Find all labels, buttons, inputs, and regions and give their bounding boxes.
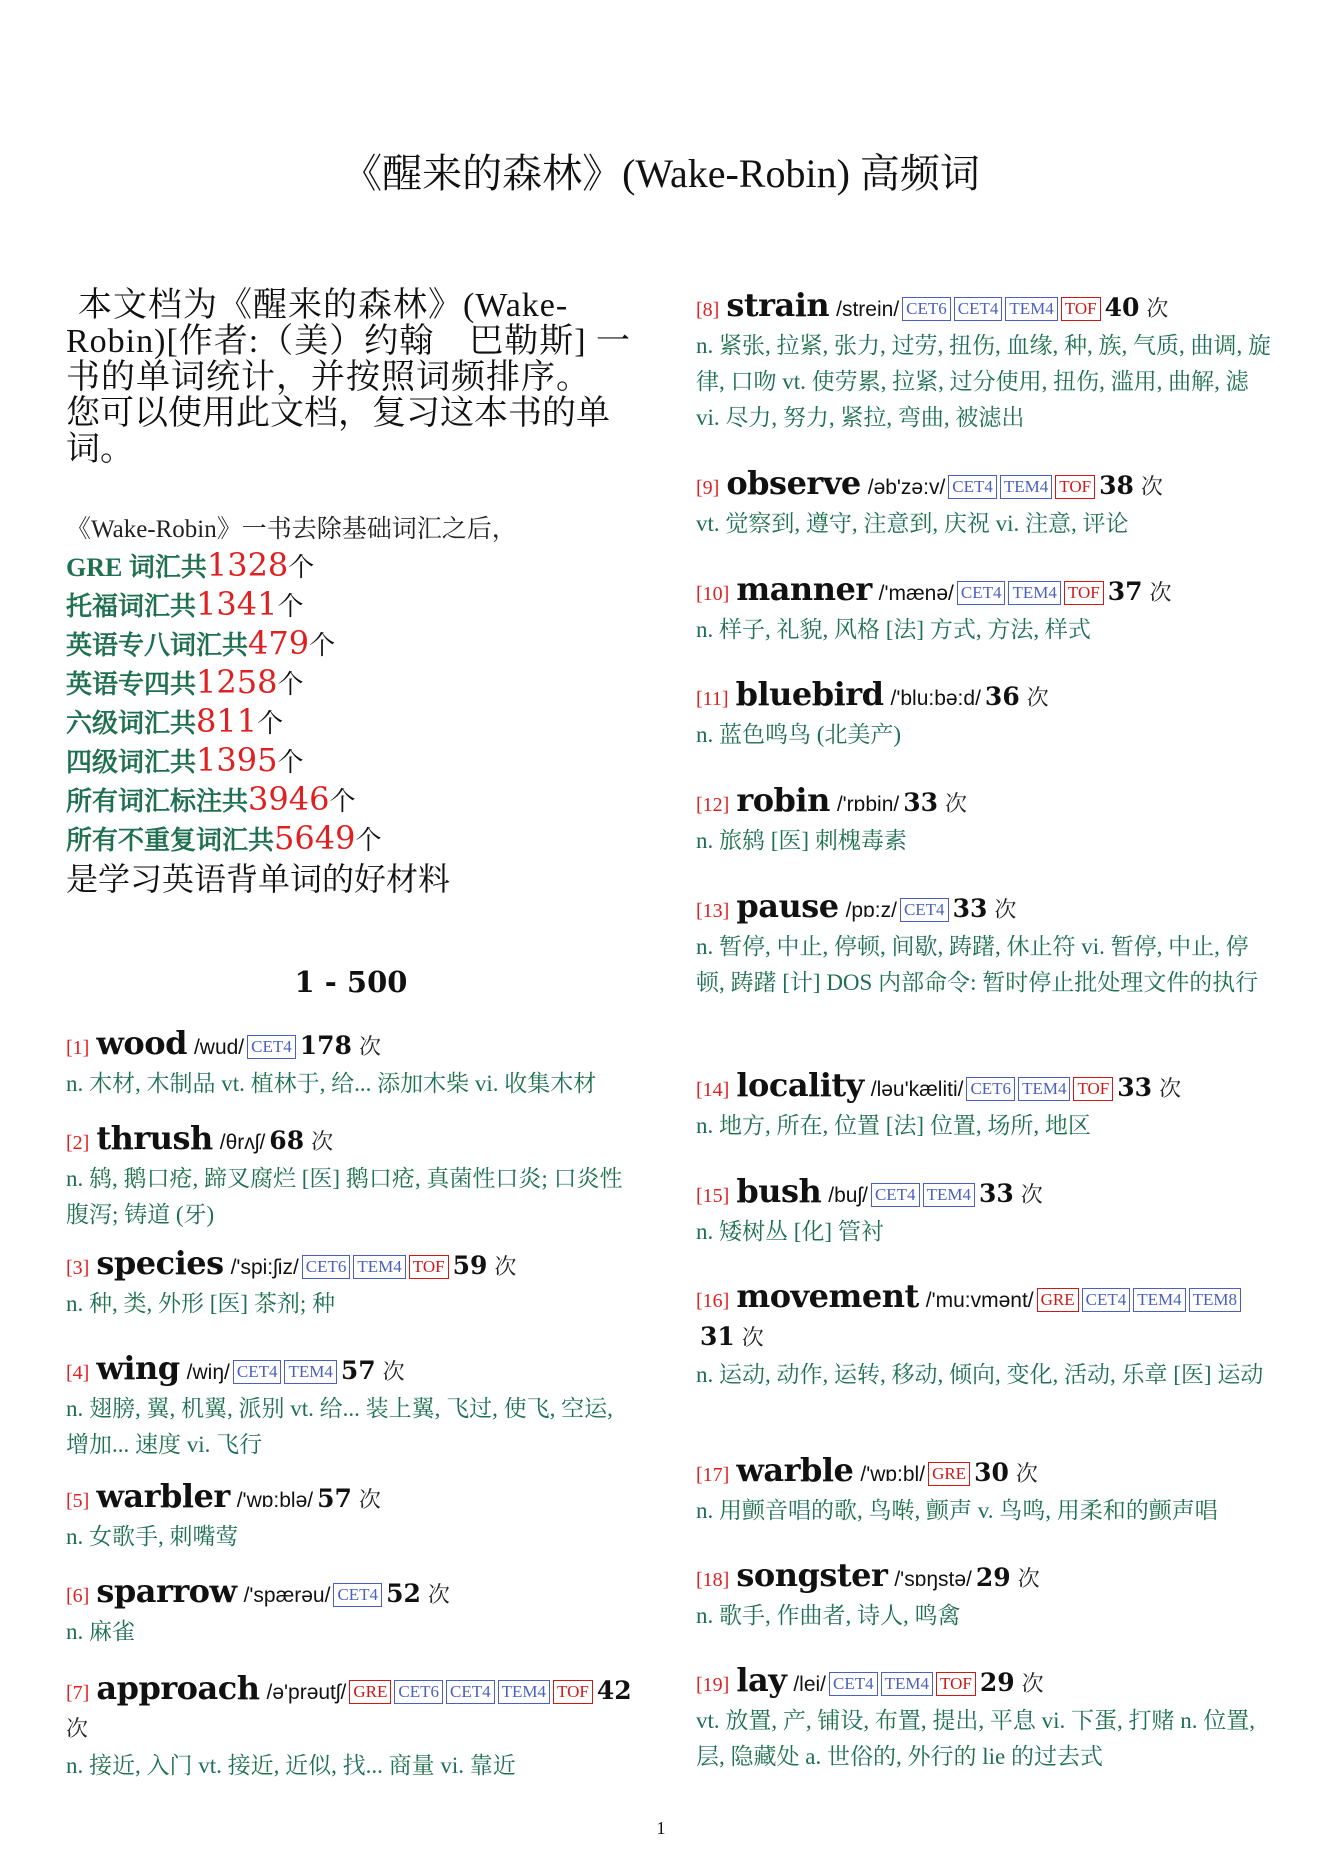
exam-tag-badge: TEM8 — [1189, 1288, 1241, 1312]
word-entry — [66, 1120, 641, 1233]
entry-index: [3] — [66, 1257, 90, 1279]
entry-headline — [696, 1557, 1276, 1598]
entry-index: [1] — [66, 1037, 90, 1059]
stat-unit: 个 — [288, 553, 315, 582]
stat-value: 1328 — [206, 546, 289, 584]
entry-phonetic: /'wɒ:blə/ — [236, 1489, 314, 1512]
count-unit: 次 — [945, 791, 968, 816]
entry-definition: n. 歌手, 作曲者, 诗人, 鸣禽 — [696, 1603, 961, 1628]
entry-index: [10] — [696, 583, 730, 605]
exam-tag-badge: TOF — [1061, 297, 1101, 321]
entry-index: [7] — [66, 1682, 90, 1704]
stat-value: 1341 — [196, 585, 278, 623]
entry-definition: n. 紧张, 拉紧, 张力, 过劳, 扭伤, 血缘, 种, 族, 气质, 曲调, 旋律, 口吻 vt. 使劳累, 拉紧, 过分使用, 扭伤, 滥用, 曲解, 滤 vi. 尽力, 努力, 紧拉, 弯曲, 被滤出 — [696, 333, 1271, 430]
stats-list — [66, 547, 636, 859]
exam-tag-badge: TOF — [553, 1680, 593, 1704]
entry-word: approach — [96, 1669, 260, 1707]
word-entry — [66, 1350, 641, 1463]
entry-definition: n. 鸫, 鹅口疮, 蹄叉腐烂 [医] 鹅口疮, 真菌性口炎; 口炎性腹泻; 铸道 (牙) — [66, 1166, 623, 1227]
exam-tag-badge: TEM4 — [881, 1672, 933, 1696]
exam-tag-badge: TEM4 — [1008, 581, 1060, 605]
stat-unit: 个 — [277, 748, 304, 777]
entry-word: observe — [726, 464, 861, 502]
entry-headline — [696, 1662, 1276, 1703]
exam-tag-badge: CET6 — [394, 1680, 443, 1704]
entry-word: songster — [736, 1556, 888, 1594]
count-unit: 次 — [382, 1359, 405, 1384]
entry-headline — [696, 571, 1276, 612]
entry-definition: n. 运动, 动作, 运转, 移动, 倾向, 变化, 活动, 乐章 [医] 运动 — [696, 1362, 1264, 1387]
count-unit: 次 — [358, 1034, 381, 1059]
entry-headline — [66, 1573, 641, 1614]
word-entry — [696, 1173, 1276, 1250]
page-number: 1 — [656, 1818, 666, 1838]
stat-unit: 个 — [355, 826, 382, 855]
count-unit: 次 — [1149, 580, 1172, 605]
entry-definition: n. 木材, 木制品 vt. 植林于, 给... 添加木柴 vi. 收集木材 — [66, 1071, 597, 1096]
entry-definition: n. 暂停, 中止, 停顿, 间歇, 踌躇, 休止符 vi. 暂停, 中止, 停顿, 踌躇 [计] DOS 内部命令: 暂时停止批处理文件的执行 — [696, 934, 1259, 995]
stat-value: 5649 — [274, 819, 356, 857]
entry-index: [2] — [66, 1132, 90, 1154]
word-entry — [696, 676, 1276, 753]
entry-word: sparrow — [96, 1572, 237, 1610]
exam-tag-badge: GRE — [928, 1462, 970, 1486]
entry-index: [19] — [696, 1674, 730, 1696]
exam-tag-badge: TEM4 — [1018, 1077, 1070, 1101]
entry-headline — [696, 888, 1276, 929]
stat-label: 六级词汇共 — [66, 709, 197, 738]
entry-count: 178 — [299, 1031, 352, 1060]
entry-phonetic: /wiŋ/ — [186, 1361, 230, 1384]
word-entry — [696, 888, 1276, 1001]
entry-phonetic: /əb'zə:v/ — [867, 476, 946, 499]
entry-index: [5] — [66, 1490, 90, 1512]
exam-tag-badge: CET4 — [948, 475, 997, 499]
exam-tag-badge: CET4 — [247, 1035, 296, 1059]
entry-phonetic: /'spærəu/ — [243, 1584, 331, 1607]
exam-tag-badge: TOF — [409, 1255, 449, 1279]
entry-count: 42 — [596, 1676, 632, 1705]
exam-tag-badge: TEM4 — [1005, 297, 1057, 321]
entry-phonetic: /pɒ:z/ — [845, 899, 897, 922]
word-entry — [66, 1478, 641, 1555]
entry-definition: n. 地方, 所在, 位置 [法] 位置, 场所, 地区 — [696, 1113, 1091, 1138]
entry-word: movement — [736, 1277, 919, 1315]
entry-phonetic: /ə'prəutʃ/ — [266, 1681, 347, 1704]
count-unit: 次 — [427, 1582, 450, 1607]
entry-definition: n. 种, 类, 外形 [医] 茶剂; 种 — [66, 1291, 335, 1316]
entry-definition: n. 样子, 礼貌, 风格 [法] 方式, 方法, 样式 — [696, 617, 1091, 642]
entry-index: [11] — [696, 688, 729, 710]
entry-count: 57 — [340, 1356, 376, 1385]
entry-word: robin — [736, 781, 830, 819]
intro-line-1: 本文档为《醒来的森林》(Wake-Robin)[作者:（美）约翰 巴勒斯] 一书的单词统计，并按照词频排序。 — [66, 287, 632, 396]
entry-phonetic: /θrʌʃ/ — [219, 1131, 266, 1154]
stat-label: 英语专四共 — [66, 670, 197, 699]
entry-word: warble — [736, 1451, 854, 1489]
count-unit: 次 — [1159, 1076, 1182, 1101]
stat-row — [66, 820, 636, 859]
exam-tag-badge: CET4 — [333, 1583, 382, 1607]
entry-count: 59 — [452, 1251, 488, 1280]
entry-count: 40 — [1104, 293, 1140, 322]
entry-word: warbler — [96, 1477, 230, 1515]
stat-row — [66, 742, 636, 781]
entry-headline — [66, 1350, 641, 1391]
entry-count: 36 — [984, 682, 1020, 711]
entry-word: lay — [736, 1661, 787, 1699]
entry-word: wood — [96, 1024, 187, 1062]
entry-word: thrush — [96, 1119, 213, 1157]
count-unit: 次 — [358, 1487, 381, 1512]
count-unit: 次 — [494, 1254, 517, 1279]
entry-headline — [696, 676, 1276, 717]
entry-phonetic: /lei/ — [793, 1673, 826, 1696]
word-entry — [696, 1452, 1276, 1529]
entry-phonetic: /'sɒŋstə/ — [894, 1568, 972, 1591]
entry-index: [14] — [696, 1079, 730, 1101]
count-unit: 次 — [1021, 1671, 1044, 1696]
entry-index: [17] — [696, 1464, 730, 1486]
stat-unit: 个 — [277, 670, 304, 699]
entry-count: 38 — [1099, 471, 1134, 500]
exam-tag-badge: CET4 — [829, 1672, 878, 1696]
range-heading: 1 - 500 — [294, 965, 408, 999]
word-entry — [696, 571, 1276, 648]
entry-phonetic: /'mænə/ — [878, 582, 954, 605]
entry-index: [6] — [66, 1585, 90, 1607]
entry-index: [15] — [696, 1185, 730, 1207]
word-entry — [696, 1278, 1276, 1393]
count-unit: 次 — [1020, 1182, 1043, 1207]
entry-word: bush — [736, 1172, 822, 1210]
entry-word: manner — [736, 570, 872, 608]
entry-definition: n. 用颤音唱的歌, 鸟啭, 颤声 v. 鸟鸣, 用柔和的颤声唱 — [696, 1498, 1218, 1523]
entry-phonetic: /'wɒ:bl/ — [860, 1463, 926, 1486]
entry-word: species — [96, 1244, 224, 1282]
word-entry — [66, 1573, 641, 1650]
entry-phonetic: /'mu:vmənt/ — [925, 1289, 1034, 1312]
entry-count: 29 — [979, 1668, 1015, 1697]
entry-headline — [66, 1120, 641, 1161]
word-entry — [696, 287, 1276, 436]
stats-tail: 是学习英语背单词的好材料 — [66, 861, 451, 897]
exam-tag-badge: TOF — [1073, 1077, 1113, 1101]
stat-unit: 个 — [257, 709, 284, 738]
word-entry — [696, 782, 1276, 859]
entry-phonetic: /'rɒbin/ — [836, 793, 900, 816]
entry-headline — [66, 1025, 641, 1066]
stat-label: 四级词汇共 — [66, 748, 197, 777]
exam-tag-badge: TOF — [1064, 581, 1104, 605]
word-entry — [66, 1670, 641, 1784]
stat-value: 3946 — [248, 780, 330, 818]
stat-value: 811 — [196, 702, 258, 740]
entry-index: [13] — [696, 900, 730, 922]
entry-count: 31 — [700, 1322, 735, 1351]
stat-row — [66, 703, 636, 742]
entry-index: [12] — [696, 794, 730, 816]
stat-label: GRE 词汇共 — [66, 553, 207, 582]
entry-headline — [66, 1670, 641, 1748]
exam-tag-badge: TEM4 — [498, 1680, 550, 1704]
stat-row — [66, 664, 636, 703]
entry-headline — [696, 1278, 1276, 1357]
entry-headline — [696, 287, 1276, 328]
count-unit: 次 — [1017, 1566, 1040, 1591]
entry-headline — [696, 782, 1276, 823]
exam-tag-badge: CET4 — [233, 1360, 282, 1384]
entry-index: [8] — [696, 299, 720, 321]
entry-word: bluebird — [735, 675, 884, 713]
exam-tag-badge: TEM4 — [284, 1360, 336, 1384]
entry-index: [16] — [696, 1290, 730, 1312]
stat-row — [66, 547, 636, 586]
entry-definition: n. 旅鸫 [医] 刺槐毒素 — [696, 828, 907, 853]
word-entry — [696, 465, 1276, 542]
exam-tag-badge: TEM4 — [923, 1183, 975, 1207]
entry-phonetic: /wud/ — [193, 1036, 245, 1059]
word-entry — [696, 1662, 1276, 1775]
entry-count: 57 — [317, 1484, 352, 1513]
exam-tag-badge: CET6 — [902, 297, 951, 321]
stat-label: 所有词汇标注共 — [66, 787, 249, 816]
intro-line-2: 您可以使用此文档，复习这本书的单词。 — [66, 395, 610, 468]
stat-label: 托福词汇共 — [66, 592, 197, 621]
word-entry — [696, 1067, 1276, 1144]
entry-count: 68 — [269, 1126, 305, 1155]
exam-tag-badge: TEM4 — [1133, 1288, 1185, 1312]
exam-tag-badge: TEM4 — [353, 1255, 405, 1279]
stat-unit: 个 — [329, 787, 356, 816]
entry-count: 33 — [903, 788, 938, 817]
stat-value: 1258 — [196, 663, 278, 701]
exam-tag-badge: CET4 — [954, 297, 1003, 321]
entry-index: [9] — [696, 477, 720, 499]
stat-label: 英语专八词汇共 — [66, 631, 249, 660]
entry-phonetic: /'spi:ʃiz/ — [230, 1256, 299, 1279]
entry-definition: n. 女歌手, 刺嘴莺 — [66, 1524, 239, 1549]
exam-tag-badge: TOF — [936, 1672, 976, 1696]
entry-headline — [66, 1245, 641, 1286]
count-unit: 次 — [1026, 685, 1049, 710]
entry-definition: vt. 放置, 产, 铺设, 布置, 提出, 平息 vi. 下蛋, 打赌 n. 位置, 层, 隐藏处 a. 世俗的, 外行的 lie 的过去式 — [696, 1708, 1256, 1769]
entry-word: locality — [736, 1066, 864, 1104]
entry-headline — [696, 1452, 1276, 1493]
count-unit: 次 — [1140, 474, 1163, 499]
word-entry — [696, 1557, 1276, 1634]
entry-count: 29 — [975, 1563, 1011, 1592]
entry-definition: n. 麻雀 — [66, 1619, 135, 1644]
count-unit: 次 — [741, 1325, 764, 1350]
entry-definition: n. 接近, 入门 vt. 接近, 近似, 找... 商量 vi. 靠近 — [66, 1753, 516, 1778]
exam-tag-badge: CET4 — [1082, 1288, 1131, 1312]
stat-unit: 个 — [277, 592, 304, 621]
entry-definition: n. 翅膀, 翼, 机翼, 派别 vt. 给... 装上翼, 飞过, 使飞, 空运, 增加... 速度 vi. 飞行 — [66, 1396, 613, 1457]
entry-count: 33 — [952, 894, 988, 923]
exam-tag-badge: CET6 — [302, 1255, 351, 1279]
exam-tag-badge: TEM4 — [1000, 475, 1052, 499]
entry-definition: n. 蓝色鸣鸟 (北美产) — [696, 722, 902, 747]
entry-count: 37 — [1107, 577, 1143, 606]
intro-paragraph — [66, 288, 636, 468]
count-unit: 次 — [1015, 1461, 1038, 1486]
count-unit: 次 — [994, 897, 1017, 922]
entry-index: [18] — [696, 1569, 730, 1591]
stat-value: 1395 — [196, 741, 278, 779]
count-unit: 次 — [311, 1129, 334, 1154]
entry-word: wing — [96, 1349, 180, 1387]
exam-tag-badge: CET4 — [871, 1183, 920, 1207]
entry-count: 33 — [978, 1179, 1014, 1208]
exam-tag-badge: CET6 — [966, 1077, 1015, 1101]
stat-row — [66, 781, 636, 820]
stat-row — [66, 586, 636, 625]
stat-value: 479 — [248, 624, 310, 662]
exam-tag-badge: GRE — [349, 1680, 391, 1704]
stats-lead: 《Wake-Robin》一书去除基础词汇之后， — [66, 516, 517, 543]
entry-phonetic: /buʃ/ — [828, 1184, 868, 1207]
count-unit: 次 — [1146, 296, 1169, 321]
exam-tag-badge: TOF — [1055, 475, 1095, 499]
entry-definition: n. 矮树丛 [化] 管衬 — [696, 1219, 884, 1244]
entry-phonetic: /strein/ — [836, 298, 900, 321]
entry-headline — [66, 1478, 641, 1519]
entry-phonetic: /ləu'kæliti/ — [870, 1078, 964, 1101]
entry-phonetic: /'blu:bə:d/ — [890, 687, 981, 710]
exam-tag-badge: CET4 — [957, 581, 1006, 605]
entry-headline — [696, 465, 1276, 506]
entry-index: [4] — [66, 1362, 90, 1384]
entry-word: pause — [736, 887, 839, 925]
exam-tag-badge: CET4 — [446, 1680, 495, 1704]
stat-label: 所有不重复词汇共 — [66, 826, 275, 855]
exam-tag-badge: CET4 — [900, 898, 949, 922]
stat-unit: 个 — [309, 631, 336, 660]
document-title: 《醒来的森林》(Wake-Robin) 高频词 — [342, 151, 980, 196]
entry-count: 33 — [1117, 1073, 1153, 1102]
entry-word: strain — [726, 286, 830, 324]
entry-headline — [696, 1173, 1276, 1214]
count-unit: 次 — [66, 1716, 89, 1741]
entry-definition: vt. 觉察到, 遵守, 注意到, 庆祝 vi. 注意, 评论 — [696, 511, 1129, 536]
entry-count: 52 — [386, 1579, 421, 1608]
stat-row — [66, 625, 636, 664]
entry-count: 30 — [974, 1458, 1009, 1487]
word-entry — [66, 1245, 641, 1322]
entry-headline — [696, 1067, 1276, 1108]
vocab-stats — [66, 513, 636, 899]
word-entry — [66, 1025, 641, 1102]
exam-tag-badge: GRE — [1037, 1288, 1079, 1312]
